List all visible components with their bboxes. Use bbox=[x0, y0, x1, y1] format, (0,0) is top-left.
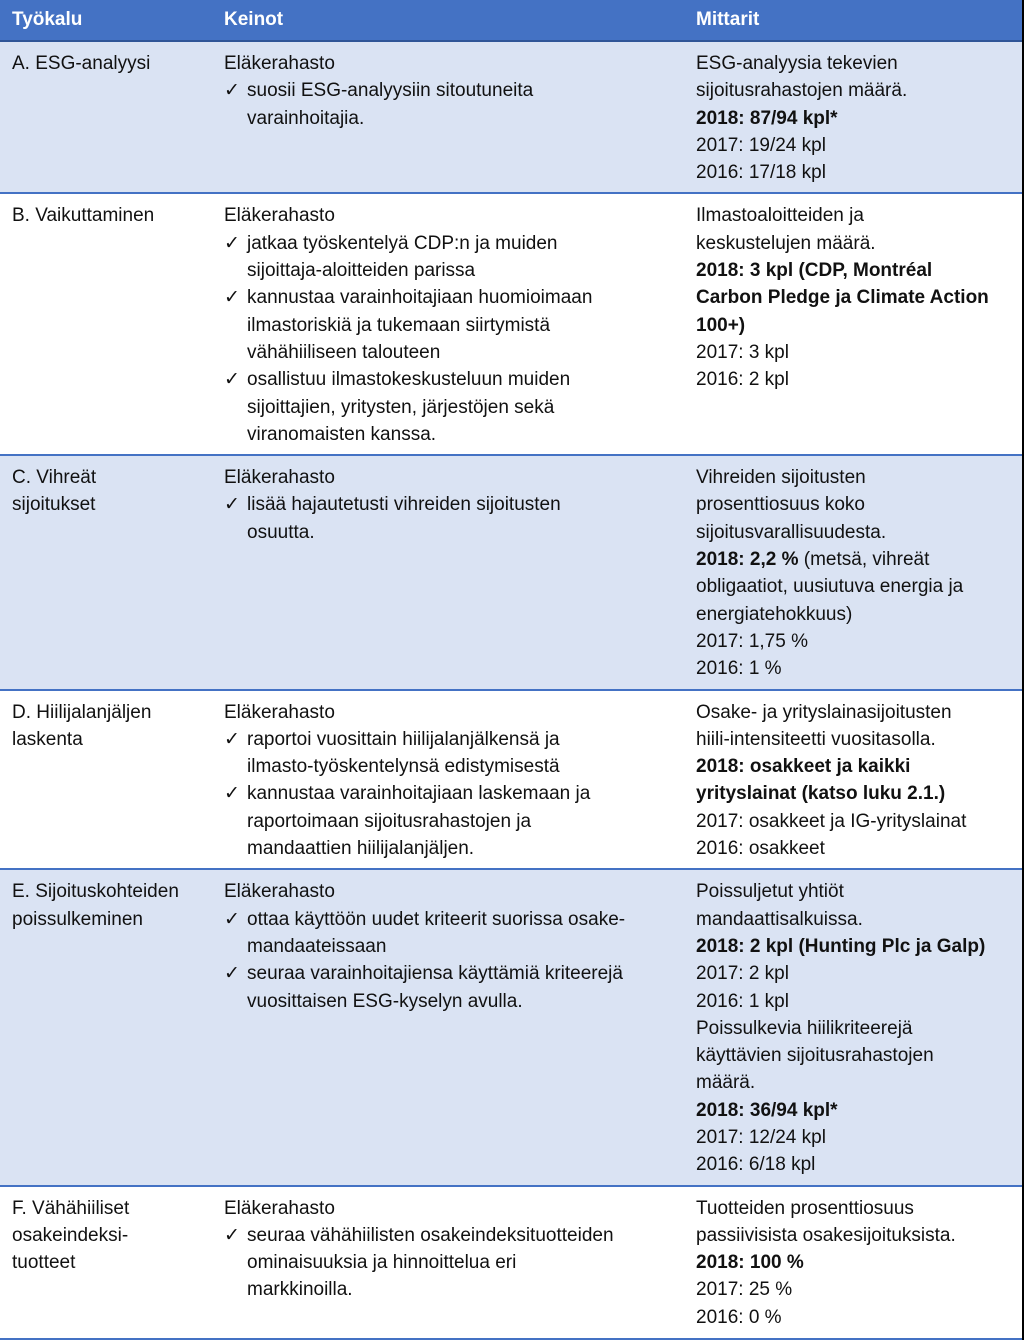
means-item-line: ilmastoriskiä ja tukemaan siirtymistä bbox=[247, 314, 551, 336]
checkmark-icon: ✓ bbox=[224, 1224, 240, 1246]
checkmark-icon: ✓ bbox=[224, 80, 240, 102]
metric-text: 2017: 1,75 % bbox=[696, 630, 808, 652]
metrics-cell bbox=[684, 1186, 1022, 1339]
metric-line bbox=[696, 699, 1010, 726]
metric-line bbox=[696, 491, 1010, 518]
metric-line bbox=[696, 1069, 1010, 1096]
metric-text: Tuotteiden prosenttiosuus bbox=[696, 1197, 914, 1219]
metric-line bbox=[696, 1195, 1010, 1222]
metric-text: 2016: 0 % bbox=[696, 1306, 782, 1328]
means-item-line: suosii ESG-analyysiin sitoutuneita bbox=[247, 80, 534, 102]
metrics-cell bbox=[684, 869, 1022, 1185]
metric-line bbox=[696, 1151, 1010, 1178]
tool-name-line: osakeindeksi- bbox=[12, 1224, 129, 1246]
means-item-line: kannustaa varainhoitajiaan laskemaan ja bbox=[247, 783, 591, 805]
metric-line bbox=[696, 1304, 1010, 1331]
metric-text: sijoitusvarallisuudesta. bbox=[696, 521, 887, 543]
metric-line bbox=[696, 835, 1010, 862]
checkmark-icon: ✓ bbox=[224, 963, 240, 985]
tool-cell bbox=[0, 193, 212, 455]
means-cell bbox=[212, 193, 684, 455]
means-item bbox=[224, 284, 672, 366]
checkmark-icon: ✓ bbox=[224, 287, 240, 309]
table-body bbox=[0, 41, 1022, 1339]
metric-text: 2017: 3 kpl bbox=[696, 341, 789, 363]
tool-name-line: B. Vaikuttaminen bbox=[12, 205, 155, 227]
metric-text: Poissuljetut yhtiöt bbox=[696, 881, 844, 903]
means-item bbox=[224, 780, 672, 862]
metrics-cell bbox=[684, 193, 1022, 455]
metric-text: hiili-intensiteetti vuositasolla. bbox=[696, 728, 936, 750]
actor-label: Eläkerahasto bbox=[224, 1197, 335, 1219]
metric-text: Vihreiden sijoitusten bbox=[696, 467, 866, 489]
metric-line bbox=[696, 464, 1010, 491]
means-item-line: vuosittaisen ESG-kyselyn avulla. bbox=[247, 990, 523, 1012]
means-item bbox=[224, 366, 672, 448]
metric-line bbox=[696, 780, 1010, 807]
metric-text: passiivisista osakesijoituksista. bbox=[696, 1224, 956, 1246]
metric-value-2018: 100+) bbox=[696, 314, 746, 336]
metric-text: 2016: 1 kpl bbox=[696, 990, 789, 1012]
metric-text: obligaatiot, uusiutuva energia ja bbox=[696, 576, 964, 598]
checkmark-icon: ✓ bbox=[224, 369, 240, 391]
metric-line bbox=[696, 1276, 1010, 1303]
metric-text: 2016: 17/18 kpl bbox=[696, 162, 826, 184]
tool-name-line: C. Vihreät bbox=[12, 467, 97, 489]
means-item-line: markkinoilla. bbox=[247, 1279, 353, 1301]
means-item-line: sijoittaja-aloitteiden parissa bbox=[247, 260, 476, 282]
metric-value-2018: 2018: osakkeet ja kaikki bbox=[696, 756, 911, 778]
metric-line bbox=[696, 1097, 1010, 1124]
metric-value-2018: 2018: 2,2 % bbox=[696, 549, 799, 571]
means-item bbox=[224, 1222, 672, 1304]
metric-value-2018: Carbon Pledge ja Climate Action bbox=[696, 287, 989, 309]
metric-text: ESG-analyysia tekevien bbox=[696, 53, 898, 74]
metric-text: 2016: 1 % bbox=[696, 658, 782, 680]
metric-text: prosenttiosuus koko bbox=[696, 494, 865, 516]
metric-text: määrä. bbox=[696, 1072, 756, 1094]
means-item bbox=[224, 726, 672, 781]
means-item-line: jatkaa työskentelyä CDP:n ja muiden bbox=[247, 232, 558, 254]
metric-text: 2016: osakkeet bbox=[696, 838, 825, 860]
metric-text: energiatehokkuus) bbox=[696, 603, 853, 625]
metric-text: Poissulkevia hiilikriteerejä bbox=[696, 1017, 913, 1039]
metric-line bbox=[696, 628, 1010, 655]
means-item-line: mandaattien hiilijalanjäljen. bbox=[247, 838, 475, 860]
metric-line bbox=[696, 546, 1010, 573]
metric-text: mandaattisalkuissa. bbox=[696, 908, 863, 930]
means-item-line: osuutta. bbox=[247, 521, 315, 543]
tool-name-line: poissulkeminen bbox=[12, 908, 143, 930]
metric-line bbox=[696, 366, 1010, 393]
metric-line bbox=[696, 77, 1010, 104]
metric-text: 2017: 19/24 kpl bbox=[696, 134, 826, 156]
metric-line bbox=[696, 753, 1010, 780]
metric-line bbox=[696, 159, 1010, 186]
metric-line bbox=[696, 284, 1010, 311]
metric-line bbox=[696, 257, 1010, 284]
tool-cell bbox=[0, 690, 212, 870]
metric-text: käyttävien sijoitusrahastojen bbox=[696, 1045, 934, 1067]
metric-value-2018: 2018: 87/94 kpl* bbox=[696, 107, 838, 129]
tool-name-line: A. ESG-analyysi bbox=[12, 53, 151, 74]
means-cell bbox=[212, 869, 684, 1185]
means-cell bbox=[212, 455, 684, 689]
metric-value-2018: 2018: 100 % bbox=[696, 1252, 804, 1274]
table-row bbox=[0, 869, 1022, 1185]
checkmark-icon: ✓ bbox=[224, 494, 240, 516]
metric-line bbox=[696, 655, 1010, 682]
tool-name-line: tuotteet bbox=[12, 1252, 76, 1274]
metric-text: 2016: 2 kpl bbox=[696, 369, 789, 391]
means-item-line: viranomaisten kanssa. bbox=[247, 423, 437, 445]
tool-name-line: laskenta bbox=[12, 728, 83, 750]
header-tool: Työkalu bbox=[0, 0, 212, 41]
metric-line bbox=[696, 105, 1010, 132]
metric-line bbox=[696, 933, 1010, 960]
means-item-line: seuraa varainhoitajiensa käyttämiä kriteerejä bbox=[247, 963, 623, 985]
means-item-line: varainhoitajia. bbox=[247, 107, 365, 129]
means-item bbox=[224, 230, 672, 285]
means-item-line: raportoi vuosittain hiilijalanjälkensä ja bbox=[247, 728, 560, 750]
metric-value-2018: 2018: 36/94 kpl* bbox=[696, 1099, 838, 1121]
metrics-cell bbox=[684, 41, 1022, 193]
means-item-line: ottaa käyttöön uudet kriteerit suorissa osake- bbox=[247, 908, 626, 930]
table-row bbox=[0, 690, 1022, 870]
metric-text: sijoitusrahastojen määrä. bbox=[696, 80, 908, 102]
metric-value-2018: yrityslainat (katso luku 2.1.) bbox=[696, 783, 946, 805]
checkmark-icon: ✓ bbox=[224, 232, 240, 254]
metric-text: 2017: 25 % bbox=[696, 1279, 793, 1301]
actor-label: Eläkerahasto bbox=[224, 881, 335, 903]
means-item-line: ominaisuuksia ja hinnoittelua eri bbox=[247, 1252, 517, 1274]
metric-line bbox=[696, 230, 1010, 257]
tool-name-line: sijoitukset bbox=[12, 494, 96, 516]
metric-line bbox=[696, 808, 1010, 835]
tool-cell bbox=[0, 41, 212, 193]
header-means: Keinot bbox=[212, 0, 684, 41]
metric-line bbox=[696, 50, 1010, 77]
means-item-line: kannustaa varainhoitajiaan huomioimaan bbox=[247, 287, 593, 309]
metric-text: 2017: 12/24 kpl bbox=[696, 1126, 826, 1148]
means-item bbox=[224, 906, 672, 961]
metric-line bbox=[696, 1042, 1010, 1069]
tool-name-line: F. Vähähiiliset bbox=[12, 1197, 130, 1219]
tool-cell bbox=[0, 1186, 212, 1339]
checkmark-icon: ✓ bbox=[224, 783, 240, 805]
means-item bbox=[224, 77, 672, 132]
tool-cell bbox=[0, 869, 212, 1185]
metric-line bbox=[696, 601, 1010, 628]
metric-line bbox=[696, 988, 1010, 1015]
metrics-cell bbox=[684, 455, 1022, 689]
metric-text: 2017: osakkeet ja IG-yrityslainat bbox=[696, 810, 967, 832]
means-item-line: seuraa vähähiilisten osakeindeksituotteiden bbox=[247, 1224, 614, 1246]
tool-name-line: D. Hiilijalanjäljen bbox=[12, 701, 152, 723]
metric-line bbox=[696, 132, 1010, 159]
means-item-line: raportoimaan sijoitusrahastojen ja bbox=[247, 810, 532, 832]
means-item-line: vähähiiliseen talouteen bbox=[247, 341, 441, 363]
table-row bbox=[0, 41, 1022, 193]
metric-line bbox=[696, 1124, 1010, 1151]
checkmark-icon: ✓ bbox=[224, 728, 240, 750]
tool-name-line: E. Sijoituskohteiden bbox=[12, 881, 179, 903]
metric-value-2018: 2018: 3 kpl (CDP, Montréal bbox=[696, 260, 933, 282]
actor-label: Eläkerahasto bbox=[224, 205, 335, 227]
metric-text: 2016: 6/18 kpl bbox=[696, 1154, 816, 1176]
means-item-line: ilmasto-työskentelynsä edistymisestä bbox=[247, 756, 560, 778]
metric-line bbox=[696, 1222, 1010, 1249]
metric-note: (metsä, vihreät bbox=[798, 549, 930, 571]
means-item-line: sijoittajien, yritysten, järjestöjen sekä bbox=[247, 396, 555, 418]
metric-line bbox=[696, 726, 1010, 753]
actor-label: Eläkerahasto bbox=[224, 467, 335, 489]
table-row bbox=[0, 455, 1022, 689]
metric-line bbox=[696, 573, 1010, 600]
table-header-row bbox=[0, 0, 1022, 41]
metric-line bbox=[696, 906, 1010, 933]
means-item-line: mandaateissaan bbox=[247, 935, 387, 957]
means-item bbox=[224, 491, 672, 546]
metric-line bbox=[696, 960, 1010, 987]
metric-line bbox=[696, 878, 1010, 905]
means-item bbox=[224, 960, 672, 1015]
means-cell bbox=[212, 41, 684, 193]
tool-cell bbox=[0, 455, 212, 689]
header-metrics: Mittarit bbox=[684, 0, 1022, 41]
metric-text: Ilmastoaloitteiden ja bbox=[696, 205, 864, 227]
metric-text: keskustelujen määrä. bbox=[696, 232, 876, 254]
actor-label: Eläkerahasto bbox=[224, 701, 335, 723]
metric-line bbox=[696, 1015, 1010, 1042]
means-cell bbox=[212, 1186, 684, 1339]
metrics-cell bbox=[684, 690, 1022, 870]
actor-label: Eläkerahasto bbox=[224, 53, 335, 74]
metric-line bbox=[696, 202, 1010, 229]
table-row bbox=[0, 1186, 1022, 1339]
metric-line bbox=[696, 339, 1010, 366]
metric-line bbox=[696, 312, 1010, 339]
metric-text: 2017: 2 kpl bbox=[696, 963, 789, 985]
means-item-line: lisää hajautetusti vihreiden sijoitusten bbox=[247, 494, 561, 516]
metric-text: Osake- ja yrityslainasijoitusten bbox=[696, 701, 952, 723]
means-cell bbox=[212, 690, 684, 870]
means-item-line: osallistuu ilmastokeskusteluun muiden bbox=[247, 369, 571, 391]
metric-value-2018: 2018: 2 kpl (Hunting Plc ja Galp) bbox=[696, 935, 986, 957]
metric-line bbox=[696, 1249, 1010, 1276]
metric-line bbox=[696, 519, 1010, 546]
table-row bbox=[0, 193, 1022, 455]
checkmark-icon: ✓ bbox=[224, 908, 240, 930]
